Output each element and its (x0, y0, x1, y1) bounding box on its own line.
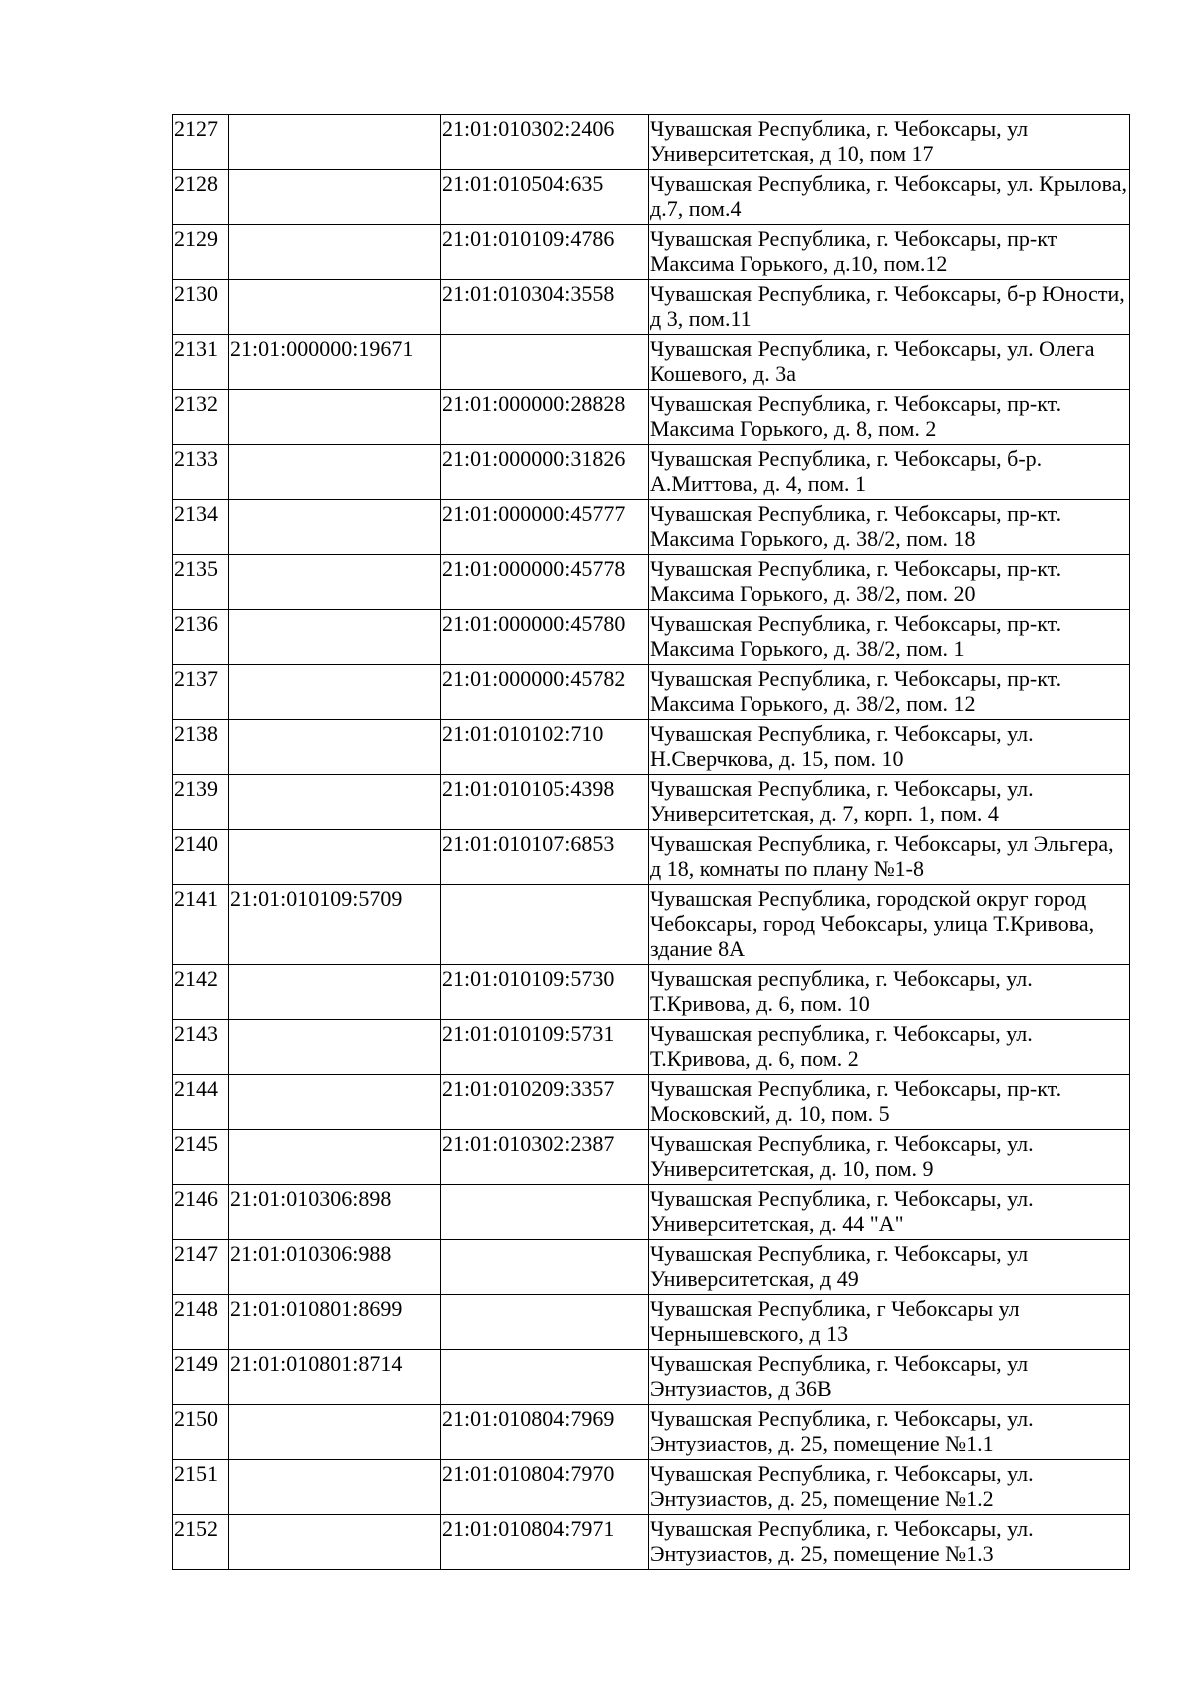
table-row (173, 665, 1130, 720)
object-cadastral-number-cell: 21:01:010209:3357 (441, 1075, 649, 1130)
table-row (173, 280, 1130, 335)
address-cell: Чувашская Республика, г. Чебоксары, пр-кт. Максима Горького, д. 38/2, пом. 18 (649, 500, 1130, 555)
address-cell: Чувашская Республика, г. Чебоксары, ул. Энтузиастов, д. 25, помещение №1.2 (649, 1460, 1130, 1515)
row-number-cell: 2135 (173, 555, 229, 610)
address-cell: Чувашская Республика, г. Чебоксары, пр-кт. Максима Горького, д. 38/2, пом. 20 (649, 555, 1130, 610)
row-number-cell: 2131 (173, 335, 229, 390)
table-row (173, 830, 1130, 885)
land-cadastral-number-cell (229, 1130, 441, 1185)
row-number-cell: 2149 (173, 1350, 229, 1405)
table-row (173, 1350, 1130, 1405)
table-row (173, 775, 1130, 830)
property-registry-table (172, 114, 1130, 1570)
address-cell: Чувашская Республика, г. Чебоксары, ул. Крылова, д.7, пом.4 (649, 170, 1130, 225)
object-cadastral-number-cell: 21:01:010304:3558 (441, 280, 649, 335)
address-cell: Чувашская Республика, г. Чебоксары, ул. Энтузиастов, д. 25, помещение №1.3 (649, 1515, 1130, 1570)
object-cadastral-number-cell: 21:01:000000:31826 (441, 445, 649, 500)
row-number-cell: 2152 (173, 1515, 229, 1570)
object-cadastral-number-cell: 21:01:000000:45777 (441, 500, 649, 555)
table-row (173, 1240, 1130, 1295)
object-cadastral-number-cell: 21:01:000000:45778 (441, 555, 649, 610)
row-number-cell: 2133 (173, 445, 229, 500)
land-cadastral-number-cell (229, 500, 441, 555)
object-cadastral-number-cell: 21:01:010302:2387 (441, 1130, 649, 1185)
address-cell: Чувашская республика, г. Чебоксары, ул. Т.Кривова, д. 6, пом. 10 (649, 965, 1130, 1020)
table-row (173, 555, 1130, 610)
object-cadastral-number-cell: 21:01:000000:28828 (441, 390, 649, 445)
row-number-cell: 2138 (173, 720, 229, 775)
table-row (173, 1295, 1130, 1350)
row-number-cell: 2148 (173, 1295, 229, 1350)
land-cadastral-number-cell (229, 610, 441, 665)
row-number-cell: 2128 (173, 170, 229, 225)
object-cadastral-number-cell: 21:01:010109:4786 (441, 225, 649, 280)
land-cadastral-number-cell (229, 775, 441, 830)
table-row (173, 1130, 1130, 1185)
address-cell: Чувашская Республика, г Чебоксары ул Чернышевского, д 13 (649, 1295, 1130, 1350)
row-number-cell: 2151 (173, 1460, 229, 1515)
address-cell: Чувашская Республика, городской округ город Чебоксары, город Чебоксары, улица Т.Кривова, здание 8А (649, 885, 1130, 965)
row-number-cell: 2145 (173, 1130, 229, 1185)
land-cadastral-number-cell (229, 965, 441, 1020)
object-cadastral-number-cell: 21:01:010302:2406 (441, 115, 649, 170)
row-number-cell: 2139 (173, 775, 229, 830)
land-cadastral-number-cell (229, 1515, 441, 1570)
address-cell: Чувашская Республика, г. Чебоксары, б-р. А.Миттова, д. 4, пом. 1 (649, 445, 1130, 500)
address-cell: Чувашская Республика, г. Чебоксары, ул. Университетская, д. 10, пом. 9 (649, 1130, 1130, 1185)
land-cadastral-number-cell: 21:01:010306:988 (229, 1240, 441, 1295)
table-row (173, 885, 1130, 965)
address-cell: Чувашская Республика, г. Чебоксары, ул Энтузиастов, д 36В (649, 1350, 1130, 1405)
row-number-cell: 2129 (173, 225, 229, 280)
row-number-cell: 2146 (173, 1185, 229, 1240)
address-cell: Чувашская Республика, г. Чебоксары, ул Университетская, д 10, пом 17 (649, 115, 1130, 170)
object-cadastral-number-cell: 21:01:010804:7971 (441, 1515, 649, 1570)
address-cell: Чувашская Республика, г. Чебоксары, ул Эльгера, д 18, комнаты по плану №1-8 (649, 830, 1130, 885)
table-row (173, 1075, 1130, 1130)
object-cadastral-number-cell: 21:01:000000:45780 (441, 610, 649, 665)
row-number-cell: 2141 (173, 885, 229, 965)
address-cell: Чувашская Республика, г. Чебоксары, пр-кт. Максима Горького, д. 38/2, пом. 1 (649, 610, 1130, 665)
row-number-cell: 2150 (173, 1405, 229, 1460)
table-row (173, 720, 1130, 775)
address-cell: Чувашская Республика, г. Чебоксары, ул. Энтузиастов, д. 25, помещение №1.1 (649, 1405, 1130, 1460)
land-cadastral-number-cell (229, 720, 441, 775)
object-cadastral-number-cell (441, 1185, 649, 1240)
row-number-cell: 2143 (173, 1020, 229, 1075)
land-cadastral-number-cell (229, 115, 441, 170)
address-cell: Чувашская Республика, г. Чебоксары, пр-кт. Максима Горького, д. 8, пом. 2 (649, 390, 1130, 445)
object-cadastral-number-cell: 21:01:010804:7970 (441, 1460, 649, 1515)
table-row (173, 1460, 1130, 1515)
address-cell: Чувашская Республика, г. Чебоксары, ул. Университетская, д. 44 "А" (649, 1185, 1130, 1240)
land-cadastral-number-cell (229, 170, 441, 225)
object-cadastral-number-cell: 21:01:000000:45782 (441, 665, 649, 720)
row-number-cell: 2134 (173, 500, 229, 555)
address-cell: Чувашская Республика, г. Чебоксары, ул. Университетская, д. 7, корп. 1, пом. 4 (649, 775, 1130, 830)
address-cell: Чувашская республика, г. Чебоксары, ул. Т.Кривова, д. 6, пом. 2 (649, 1020, 1130, 1075)
object-cadastral-number-cell: 21:01:010102:710 (441, 720, 649, 775)
table-row (173, 610, 1130, 665)
table-row (173, 500, 1130, 555)
row-number-cell: 2136 (173, 610, 229, 665)
object-cadastral-number-cell: 21:01:010105:4398 (441, 775, 649, 830)
object-cadastral-number-cell (441, 1295, 649, 1350)
land-cadastral-number-cell (229, 1460, 441, 1515)
address-cell: Чувашская Республика, г. Чебоксары, ул. Олега Кошевого, д. 3а (649, 335, 1130, 390)
address-cell: Чувашская Республика, г. Чебоксары, ул. Н.Сверчкова, д. 15, пом. 10 (649, 720, 1130, 775)
address-cell: Чувашская Республика, г. Чебоксары, ул Университетская, д 49 (649, 1240, 1130, 1295)
land-cadastral-number-cell (229, 225, 441, 280)
land-cadastral-number-cell (229, 445, 441, 500)
land-cadastral-number-cell (229, 1020, 441, 1075)
land-cadastral-number-cell (229, 280, 441, 335)
row-number-cell: 2132 (173, 390, 229, 445)
land-cadastral-number-cell: 21:01:010801:8699 (229, 1295, 441, 1350)
table-row (173, 170, 1130, 225)
land-cadastral-number-cell (229, 830, 441, 885)
address-cell: Чувашская Республика, г. Чебоксары, пр-кт. Максима Горького, д. 38/2, пом. 12 (649, 665, 1130, 720)
address-cell: Чувашская Республика, г. Чебоксары, пр-кт. Московский, д. 10, пом. 5 (649, 1075, 1130, 1130)
table-row (173, 965, 1130, 1020)
object-cadastral-number-cell (441, 335, 649, 390)
row-number-cell: 2137 (173, 665, 229, 720)
land-cadastral-number-cell (229, 665, 441, 720)
land-cadastral-number-cell: 21:01:010306:898 (229, 1185, 441, 1240)
table-row (173, 390, 1130, 445)
table-row (173, 335, 1130, 390)
object-cadastral-number-cell: 21:01:010504:635 (441, 170, 649, 225)
object-cadastral-number-cell (441, 885, 649, 965)
table-row (173, 1405, 1130, 1460)
table-row (173, 1185, 1130, 1240)
land-cadastral-number-cell: 21:01:010109:5709 (229, 885, 441, 965)
land-cadastral-number-cell (229, 390, 441, 445)
land-cadastral-number-cell: 21:01:000000:19671 (229, 335, 441, 390)
land-cadastral-number-cell (229, 1405, 441, 1460)
object-cadastral-number-cell (441, 1350, 649, 1405)
row-number-cell: 2140 (173, 830, 229, 885)
row-number-cell: 2144 (173, 1075, 229, 1130)
table-row (173, 1020, 1130, 1075)
table-row (173, 225, 1130, 280)
row-number-cell: 2147 (173, 1240, 229, 1295)
object-cadastral-number-cell: 21:01:010109:5730 (441, 965, 649, 1020)
object-cadastral-number-cell: 21:01:010804:7969 (441, 1405, 649, 1460)
object-cadastral-number-cell: 21:01:010107:6853 (441, 830, 649, 885)
object-cadastral-number-cell: 21:01:010109:5731 (441, 1020, 649, 1075)
land-cadastral-number-cell (229, 555, 441, 610)
table-row (173, 115, 1130, 170)
land-cadastral-number-cell (229, 1075, 441, 1130)
address-cell: Чувашская Республика, г. Чебоксары, б-р Юности, д 3, пом.11 (649, 280, 1130, 335)
table-body (173, 115, 1130, 1570)
address-cell: Чувашская Республика, г. Чебоксары, пр-кт Максима Горького, д.10, пом.12 (649, 225, 1130, 280)
row-number-cell: 2127 (173, 115, 229, 170)
row-number-cell: 2130 (173, 280, 229, 335)
row-number-cell: 2142 (173, 965, 229, 1020)
table-row (173, 1515, 1130, 1570)
land-cadastral-number-cell: 21:01:010801:8714 (229, 1350, 441, 1405)
object-cadastral-number-cell (441, 1240, 649, 1295)
table-row (173, 445, 1130, 500)
